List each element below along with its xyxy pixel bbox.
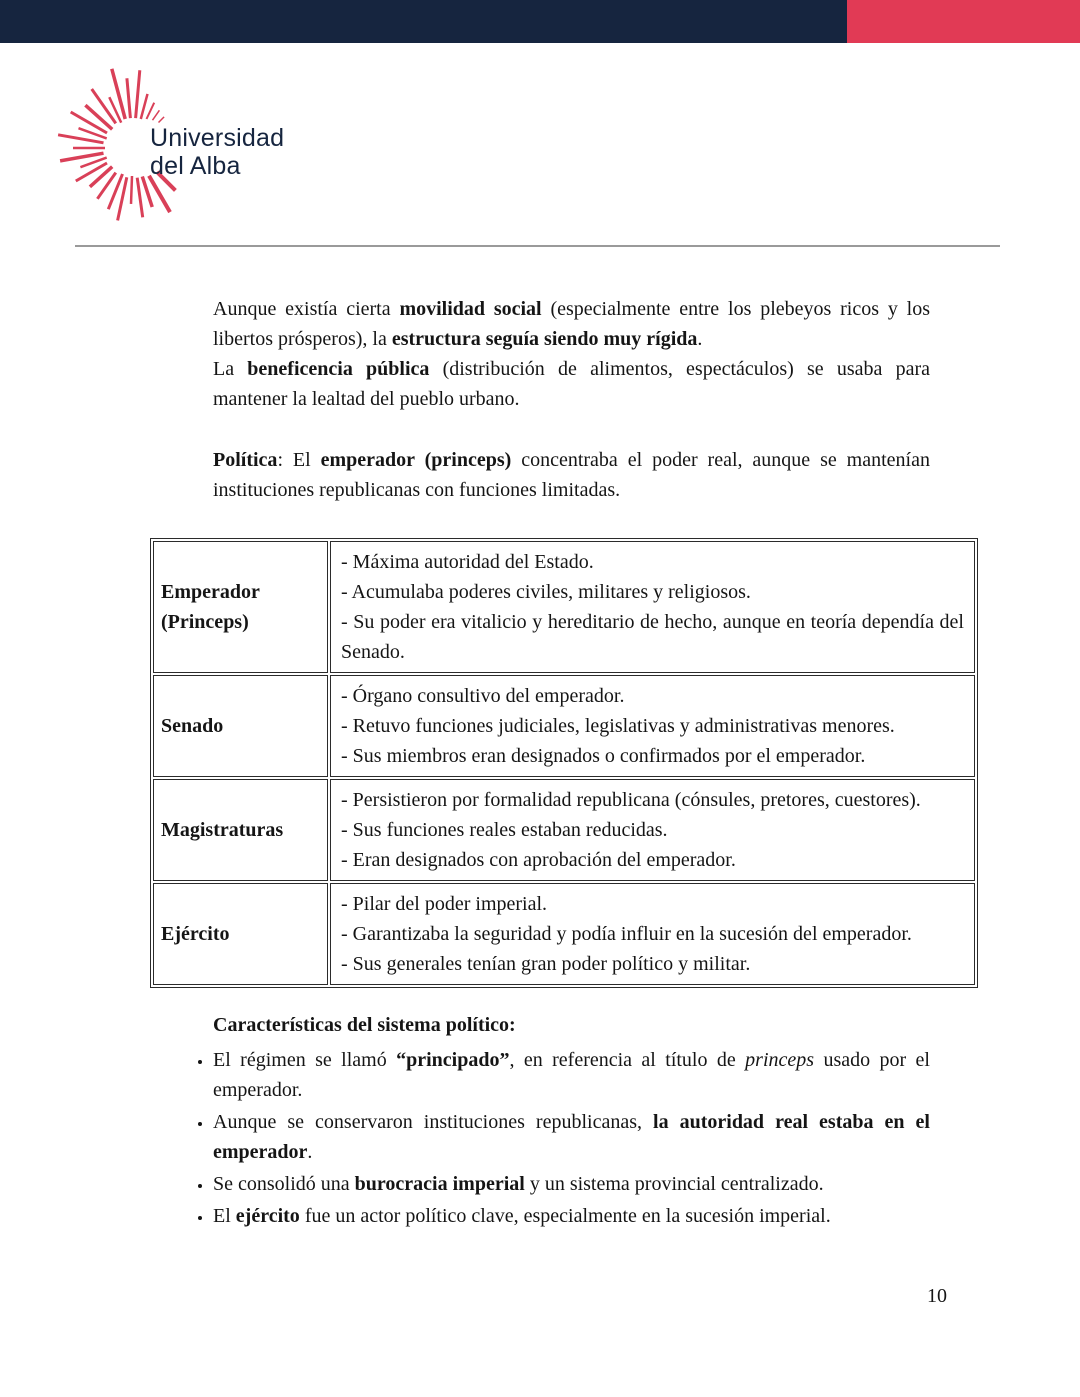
paragraph-politics: Política: El emperador (princeps) concentraba el poder real, aunque se mantenían instituciones republicanas con funciones limitadas. (213, 449, 930, 501)
university-logo-text (150, 124, 284, 180)
cell-item: - Eran designados con aprobación del emperador. (341, 849, 736, 871)
government-institutions-table (150, 538, 978, 988)
table-row-ejercito (153, 883, 975, 985)
logo-text-line1: Universidad (150, 124, 285, 152)
cell-item: - Retuvo funciones judiciales, legislativas y administrativas menores. (341, 715, 895, 737)
row-body-ejercito (330, 883, 975, 985)
row-title-ejercito: Ejército (153, 883, 328, 985)
cell-item: - Sus generales tenían gran poder político y militar. (341, 953, 751, 975)
row-title-magistraturas: Magistraturas (153, 779, 328, 881)
cell-item: - Garantizaba la seguridad y podía influir en la sucesión del emperador. (341, 923, 912, 945)
characteristics-list (150, 1045, 978, 1231)
table-row-emperador (153, 541, 975, 673)
row-title-senado: Senado (153, 675, 328, 777)
page-number: 10 (927, 1285, 947, 1307)
header-divider-line (75, 245, 1000, 247)
cell-item: - Máxima autoridad del Estado. (341, 551, 594, 573)
header-bar (0, 0, 1080, 43)
list-item-autoridad: • Aunque se conservaron instituciones republicanas, la autoridad real estaba en el emperador. (213, 1107, 930, 1167)
list-item-ejercito: • El ejército fue un actor político clave, especialmente en la sucesión imperial. (213, 1201, 930, 1231)
cell-item: - Sus funciones reales estaban reducidas. (341, 819, 668, 841)
row-body-magistraturas (330, 779, 975, 881)
cell-item: - Órgano consultivo del emperador. (341, 685, 625, 707)
document-body (150, 294, 978, 1233)
cell-item: - Persistieron por formalidad republicana (cónsules, pretores, cuestores). (341, 789, 921, 811)
row-body-emperador (330, 541, 975, 673)
cell-item: - Acumulaba poderes civiles, militares y religiosos. (341, 581, 751, 603)
logo-text-line2: del Alba (150, 152, 241, 180)
list-item-burocracia: • Se consolidó una burocracia imperial y un sistema provincial centralizado. (213, 1169, 930, 1199)
header-bar-red-segment (847, 0, 1080, 43)
characteristics-heading: Características del sistema político: (213, 1014, 516, 1036)
paragraph-beneficence: La beneficencia pública (distribución de alimentos, espectáculos) se usaba para mantener la lealtad del pueblo urbano. (213, 358, 930, 410)
table-row-magistraturas (153, 779, 975, 881)
list-item-principado: • El régimen se llamó “principado”, en referencia al título de princeps usado por el emperador. (213, 1045, 930, 1105)
table-row-senado (153, 675, 975, 777)
cell-item: - Pilar del poder imperial. (341, 893, 548, 915)
row-title-emperador: Emperador (Princeps) (153, 541, 328, 673)
paragraph-social-mobility: Aunque existía cierta movilidad social (especialmente entre los plebeyos ricos y los libertos prósperos), la estructura seguía siendo muy rígida. (213, 298, 930, 350)
header-bar-navy-segment (0, 0, 847, 43)
cell-item: - Sus miembros eran designados o confirmados por el emperador. (341, 745, 866, 767)
row-body-senado (330, 675, 975, 777)
cell-item: - Su poder era vitalicio y hereditario de hecho, aunque en teoría dependía del Senado. (341, 611, 964, 663)
